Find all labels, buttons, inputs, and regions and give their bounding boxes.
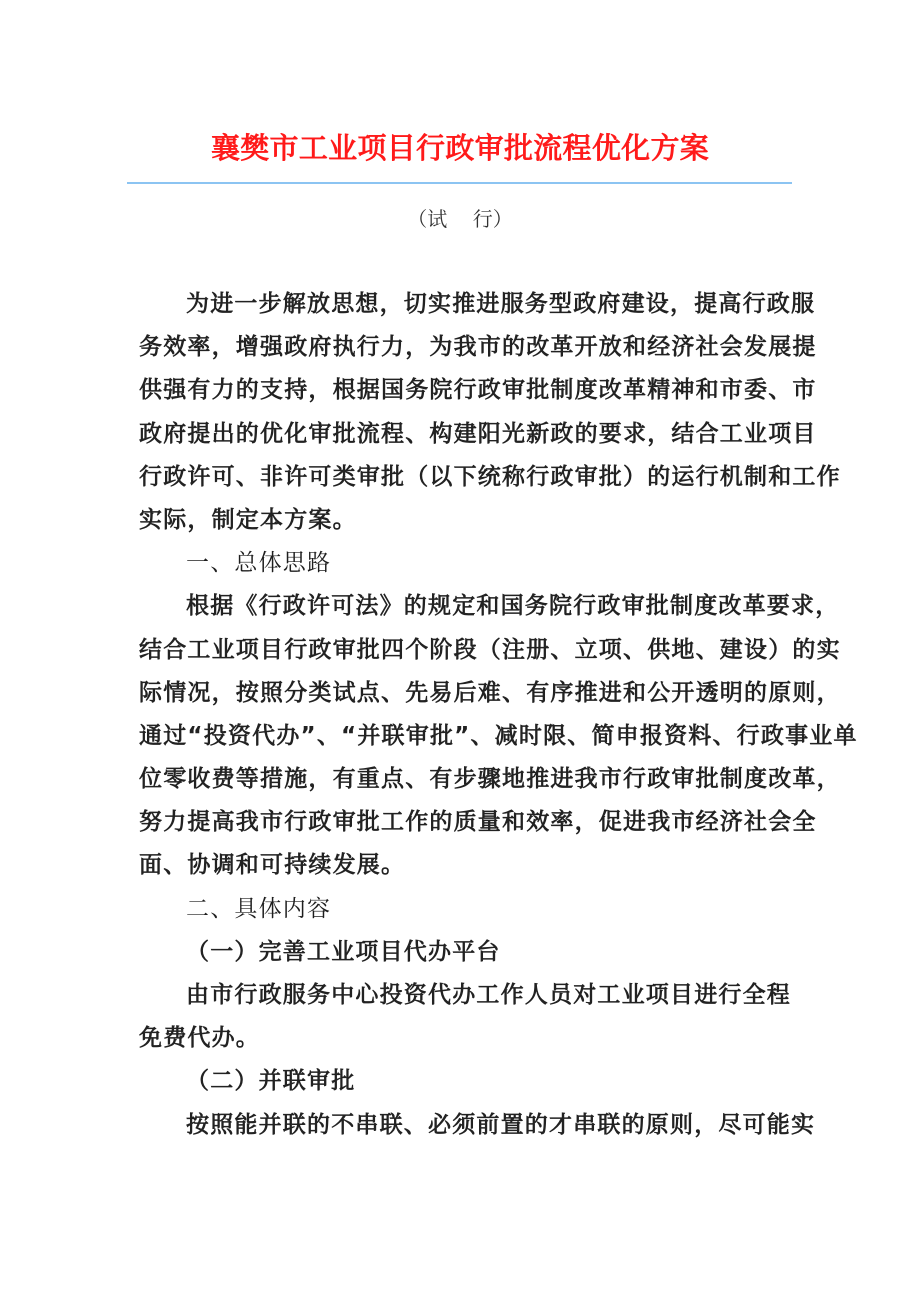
paragraph-agency-line-2: 免费代办。 bbox=[139, 1025, 260, 1052]
paragraph-approach-line-4: 通过“投资代办”、“并联审批”、减时限、简申报资料、行政事业单 bbox=[139, 722, 858, 749]
paragraph-approach-line-3: 际情况，按照分类试点、先易后难、有序推进和公开透明的原则， bbox=[139, 679, 841, 706]
section-heading-overall-approach: 一、总体思路 bbox=[186, 550, 332, 577]
paragraph-intro-line-3: 供强有力的支持，根据国务院行政审批制度改革精神和市委、市 bbox=[139, 377, 817, 404]
paragraph-approach-line-5: 位零收费等措施，有重点、有步骤地推进我市行政审批制度改革， bbox=[139, 766, 841, 793]
paragraph-intro-line-2: 务效率，增强政府执行力，为我市的改革开放和经济社会发展提 bbox=[139, 334, 817, 361]
document-title: 襄樊市工业项目行政审批流程优化方案 bbox=[210, 131, 710, 165]
paragraph-approach-line-6: 努力提高我市行政审批工作的质量和效率，促进我市经济社会全 bbox=[139, 809, 817, 836]
paragraph-parallel-line-1: 按照能并联的不串联、必须前置的才串联的原则，尽可能实 bbox=[186, 1111, 816, 1138]
title-divider bbox=[127, 182, 792, 184]
subsection-heading-parallel-approval: （二）并联审批 bbox=[186, 1068, 356, 1095]
paragraph-approach-line-1: 根据《行政许可法》的规定和国务院行政审批制度改革要求， bbox=[186, 593, 840, 620]
paragraph-agency-line-1: 由市行政服务中心投资代办工作人员对工业项目进行全程 bbox=[186, 982, 791, 1008]
document-subtitle: （试 行） bbox=[407, 207, 513, 231]
section-heading-specific-content: 二、具体内容 bbox=[186, 895, 332, 922]
paragraph-intro-line-1: 为进一步解放思想，切实推进服务型政府建设，提高行政服 bbox=[186, 291, 816, 317]
subsection-heading-agency-platform: （一）完善工业项目代办平台 bbox=[186, 938, 501, 965]
paragraph-approach-line-2: 结合工业项目行政审批四个阶段（注册、立项、供地、建设）的实 bbox=[139, 636, 841, 663]
document-body bbox=[139, 283, 858, 1147]
paragraph-approach-line-7: 面、协调和可持续发展。 bbox=[139, 852, 406, 879]
paragraph-intro-line-6: 实际，制定本方案。 bbox=[139, 506, 357, 533]
paragraph-intro-line-5: 行政许可、非许可类审批（以下统称行政审批）的运行机制和工作 bbox=[139, 463, 841, 490]
paragraph-intro-line-4: 政府提出的优化审批流程、构建阳光新政的要求，结合工业项目 bbox=[139, 420, 817, 447]
